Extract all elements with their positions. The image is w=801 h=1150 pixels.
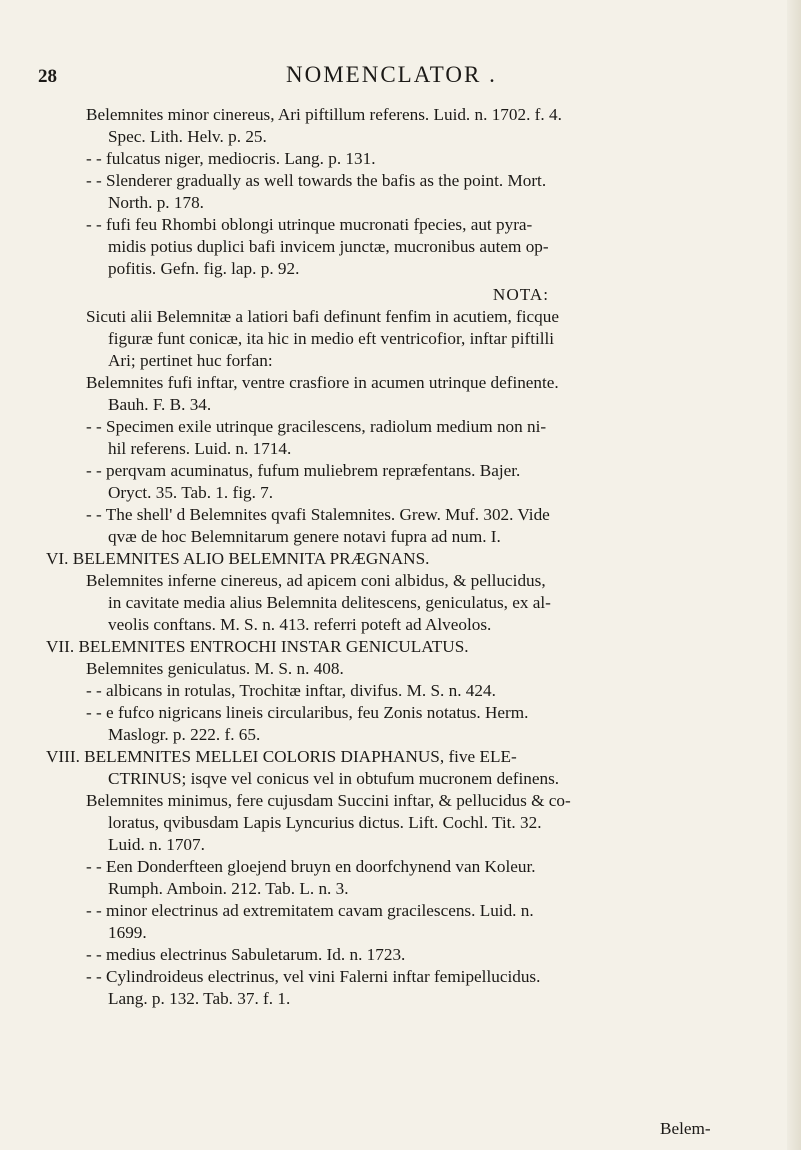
text-line: - - Specimen exile utrinque gracilescens, radiolum medium non ni-	[86, 417, 547, 436]
text-line: North. p. 178.	[108, 193, 204, 212]
page-body	[46, 104, 776, 1010]
text-line: veolis conftans. M. S. n. 413. referri poteft ad Alveolos.	[108, 615, 492, 634]
text-line: Belemnites inferne cinereus, ad apicem coni albidus, & pellucidus,	[86, 571, 546, 590]
text-line: hil referens. Luid. n. 1714.	[108, 439, 292, 458]
text-line: Belemnites geniculatus. M. S. n. 408.	[86, 659, 344, 678]
text-line: - - e fufco nigricans lineis circularibus, feu Zonis notatus. Herm.	[86, 703, 529, 722]
text-line: Lang. p. 132. Tab. 37. f. 1.	[108, 989, 291, 1008]
text-line: Spec. Lith. Helv. p. 25.	[108, 127, 267, 146]
text-line: Bauh. F. B. 34.	[108, 395, 212, 414]
text-line: Rumph. Amboin. 212. Tab. L. n. 3.	[108, 879, 349, 898]
text-line: - - Cylindroideus electrinus, vel vini Falerni inftar femipellucidus.	[86, 967, 541, 986]
text-line: - - medius electrinus Sabuletarum. Id. n. 1723.	[86, 945, 406, 964]
section-heading-cont: CTRINUS; isqve vel conicus vel in obtufum mucronem definens.	[108, 769, 560, 788]
text-line: - - fulcatus niger, mediocris. Lang. p. 131.	[86, 149, 376, 168]
section-heading: VIII. BELEMNITES MELLEI COLORIS DIAPHANUS, five ELE-	[46, 747, 517, 766]
text-line: - - minor electrinus ad extremitatem cavam gracilescens. Luid. n.	[86, 901, 534, 920]
text-line: - - fufi feu Rhombi oblongi utrinque mucronati fpecies, aut pyra-	[86, 215, 533, 234]
text-line: Sicuti alii Belemnitæ a latiori bafi definunt fenfim in acutiem, ficque	[86, 307, 560, 326]
page-number: 28	[38, 66, 57, 87]
page-header	[38, 62, 758, 92]
text-line: - - Een Donderfteen gloejend bruyn en doorfchynend van Koleur.	[86, 857, 536, 876]
text-line: qvæ de hoc Belemnitarum genere notavi fupra ad num. I.	[108, 527, 501, 546]
section-heading: VI. BELEMNITES ALIO BELEMNITA PRÆGNANS.	[46, 549, 430, 568]
text-line: in cavitate media alius Belemnita delitescens, geniculatus, ex al-	[108, 593, 551, 612]
text-line: - - Slenderer gradually as well towards the bafis as the point. Mort.	[86, 171, 547, 190]
text-line: Ari; pertinet huc forfan:	[108, 351, 273, 370]
nota-heading: NOTA:	[492, 285, 550, 304]
text-line: - - perqvam acuminatus, fufum muliebrem repræfentans. Bajer.	[86, 461, 521, 480]
text-line: Oryct. 35. Tab. 1. fig. 7.	[108, 483, 274, 502]
running-title: NOMENCLATOR .	[286, 62, 497, 87]
text-line: Maslogr. p. 222. f. 65.	[108, 725, 261, 744]
text-line: midis potius duplici bafi invicem junctæ, mucronibus autem op-	[108, 237, 549, 256]
text-line: Luid. n. 1707.	[108, 835, 205, 854]
text-line: - - albicans in rotulas, Trochitæ inftar, divifus. M. S. n. 424.	[86, 681, 496, 700]
text-line: 1699.	[108, 923, 147, 942]
text-line: Belemnites fufi inftar, ventre crasfiore in acumen utrinque definente.	[86, 373, 559, 392]
text-line: Belemnites minor cinereus, Ari piftillum referens. Luid. n. 1702. f. 4.	[86, 105, 562, 124]
text-line: loratus, qvibusdam Lapis Lyncurius dictus. Lift. Cochl. Tit. 32.	[108, 813, 542, 832]
page-edge	[787, 0, 801, 1150]
text-line: pofitis. Gefn. fig. lap. p. 92.	[108, 259, 300, 278]
section-heading: VII. BELEMNITES ENTROCHI INSTAR GENICULATUS.	[46, 637, 469, 656]
text-line: - - The shell' d Belemnites qvafi Stalemnites. Grew. Muf. 302. Vide	[86, 505, 550, 524]
catchword: Belem-	[660, 1119, 711, 1138]
text-line: figuræ funt conicæ, ita hic in medio eft ventricofior, inftar piftilli	[108, 329, 555, 348]
text-line: Belemnites minimus, fere cujusdam Succini inftar, & pellucidus & co-	[86, 791, 571, 810]
